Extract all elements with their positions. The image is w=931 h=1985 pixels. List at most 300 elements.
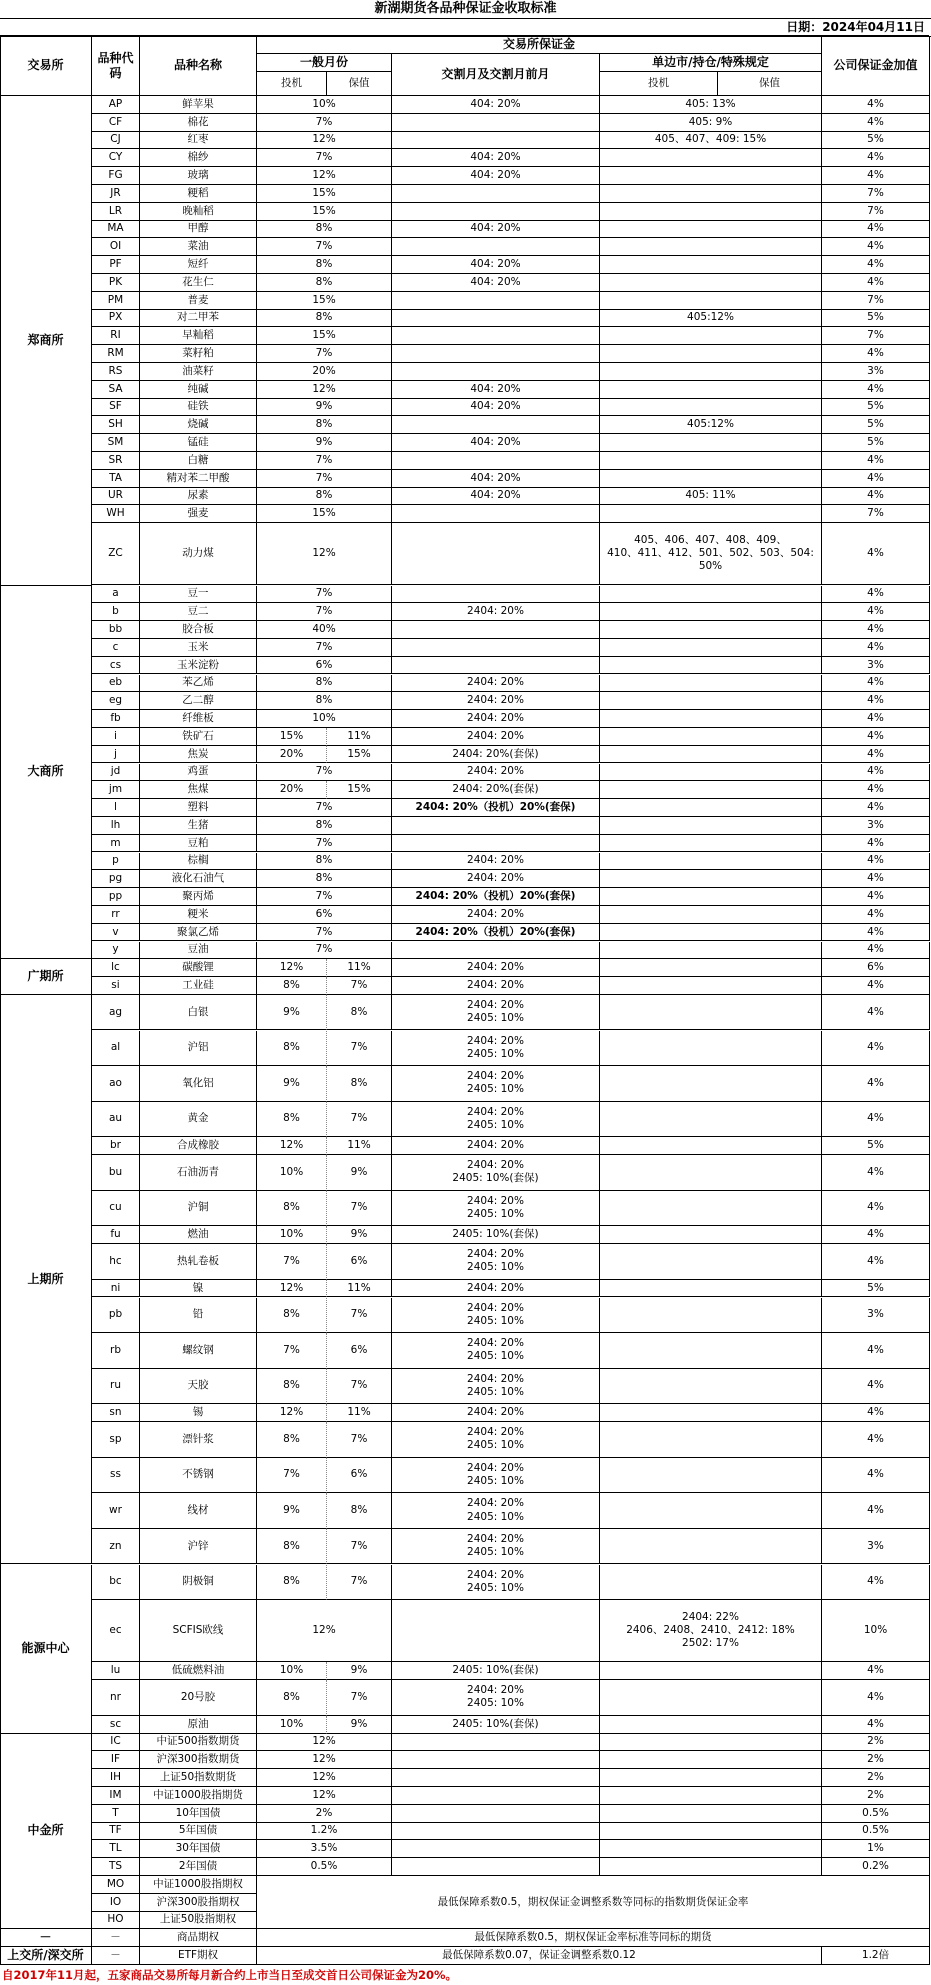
special-margin: [600, 1565, 822, 1601]
hedge-margin: 8%: [327, 995, 392, 1031]
delivery-month-margin: 2404: 20%（投机）20%(套保): [392, 799, 600, 817]
delivery-month-margin: [392, 942, 600, 960]
special-margin: 405: 13%: [600, 96, 822, 114]
special-margin: [600, 1404, 822, 1422]
product-name: 锰硅: [140, 434, 257, 452]
speculation-margin: 9%: [257, 434, 392, 452]
speculation-margin: 12%: [257, 1600, 392, 1662]
company-add-margin: 7%: [822, 185, 930, 203]
product-code: TA: [92, 470, 140, 488]
delivery-month-margin: 2404: 20%: [392, 675, 600, 693]
speculation-margin: 7%: [257, 1244, 327, 1280]
product-code: zn: [92, 1529, 140, 1565]
special-margin: [600, 870, 822, 888]
exchange-name: 郑商所: [0, 96, 92, 586]
product-code: lc: [92, 959, 140, 977]
delivery-month-margin: 404: 20%: [392, 256, 600, 274]
product-name: 20号胶: [140, 1680, 257, 1716]
product-code: pg: [92, 870, 140, 888]
delivery-month-margin: 404: 20%: [392, 167, 600, 185]
header-company-add: 公司保证金加值: [822, 36, 930, 96]
speculation-margin: 7%: [257, 149, 392, 167]
delivery-month-margin: [392, 1787, 600, 1805]
product-code: SH: [92, 416, 140, 434]
exchange-name: 上交所/深交所: [0, 1947, 92, 1965]
delivery-month-margin: 2404: 20%: [392, 853, 600, 871]
speculation-margin: 8%: [257, 221, 392, 239]
special-margin: [600, 1805, 822, 1823]
company-add-margin: 5%: [822, 310, 930, 328]
page-title: 新湖期货各品种保证金收取标准: [0, 0, 931, 19]
speculation-margin: 7%: [257, 238, 392, 256]
company-add-margin: 4%: [822, 888, 930, 906]
header-hedge: 保值: [327, 72, 392, 96]
delivery-month-margin: 2404: 20% 2405: 10%: [392, 1369, 600, 1405]
company-add-margin: 4%: [822, 96, 930, 114]
product-name: 5年国债: [140, 1823, 257, 1841]
speculation-margin: 7%: [257, 888, 392, 906]
company-add-margin: 4%: [822, 942, 930, 960]
product-code: cs: [92, 657, 140, 675]
product-code: IF: [92, 1751, 140, 1769]
product-code: rb: [92, 1333, 140, 1369]
hedge-margin: 7%: [327, 1422, 392, 1458]
product-name: 原油: [140, 1716, 257, 1734]
company-add-margin: 7%: [822, 203, 930, 221]
company-add-margin: 5%: [822, 1280, 930, 1298]
speculation-margin: 1.2%: [257, 1823, 392, 1841]
product-code: br: [92, 1137, 140, 1155]
product-name: 沪深300股指期权: [140, 1894, 257, 1912]
product-code: bu: [92, 1155, 140, 1191]
special-margin: [600, 238, 822, 256]
product-name: 棕榈: [140, 853, 257, 871]
product-code: ZC: [92, 523, 140, 585]
product-name: 焦炭: [140, 746, 257, 764]
product-code: PX: [92, 310, 140, 328]
product-code: ni: [92, 1280, 140, 1298]
speculation-margin: 8%: [257, 1031, 327, 1067]
product-name: 不锈钢: [140, 1458, 257, 1494]
special-margin: [600, 1662, 822, 1680]
product-name: 硅铁: [140, 399, 257, 417]
product-name: 螺纹钢: [140, 1333, 257, 1369]
speculation-margin: 8%: [257, 1422, 327, 1458]
speculation-margin: 12%: [257, 1137, 327, 1155]
special-margin: [600, 728, 822, 746]
company-add-margin: 5%: [822, 132, 930, 150]
delivery-month-margin: 2404: 20%: [392, 906, 600, 924]
speculation-margin: 15%: [257, 728, 327, 746]
special-margin: [600, 959, 822, 977]
delivery-month-margin: [392, 114, 600, 132]
product-code: UR: [92, 488, 140, 506]
special-margin: [600, 781, 822, 799]
header-exchange-margin: 交易所保证金: [257, 36, 822, 54]
special-margin: [600, 274, 822, 292]
company-add-margin: 2%: [822, 1787, 930, 1805]
speculation-margin: 10%: [257, 1155, 327, 1191]
delivery-month-margin: 404: 20%: [392, 470, 600, 488]
delivery-month-margin: 2404: 20% 2405: 10%: [392, 1333, 600, 1369]
options-note: 最低保障系数0.5，期权保证金率标准等同标的期货: [257, 1929, 930, 1947]
special-margin: [600, 434, 822, 452]
delivery-month-margin: [392, 363, 600, 381]
company-add-margin: 4%: [822, 345, 930, 363]
product-code: y: [92, 942, 140, 960]
delivery-month-margin: 2404: 20% 2405: 10%(套保): [392, 1155, 600, 1191]
product-name: SCFIS欧线: [140, 1600, 257, 1662]
speculation-margin: 8%: [257, 1565, 327, 1601]
company-add-margin: 4%: [822, 149, 930, 167]
product-name: 沪锌: [140, 1529, 257, 1565]
delivery-month-margin: [392, 586, 600, 604]
company-add-margin: 3%: [822, 1529, 930, 1565]
product-name: 天胶: [140, 1369, 257, 1405]
speculation-margin: 8%: [257, 1191, 327, 1227]
product-code: PK: [92, 274, 140, 292]
special-margin: [600, 149, 822, 167]
speculation-margin: 9%: [257, 1066, 327, 1102]
header-exchange: 交易所: [0, 36, 92, 96]
company-add-margin: 4%: [822, 1422, 930, 1458]
hedge-margin: 8%: [327, 1066, 392, 1102]
product-name: 中证1000股指期货: [140, 1787, 257, 1805]
product-name: 2年国债: [140, 1858, 257, 1876]
special-margin: [600, 203, 822, 221]
company-add-margin: 5%: [822, 416, 930, 434]
speculation-margin: 20%: [257, 781, 327, 799]
speculation-margin: 10%: [257, 1226, 327, 1244]
speculation-margin: 12%: [257, 1769, 392, 1787]
product-code: LR: [92, 203, 140, 221]
company-add-margin: 4%: [822, 675, 930, 693]
company-add-margin: 4%: [822, 452, 930, 470]
hedge-margin: 11%: [327, 959, 392, 977]
delivery-month-margin: [392, 523, 600, 585]
special-margin: [600, 1369, 822, 1405]
speculation-margin: 8%: [257, 310, 392, 328]
hedge-margin: 6%: [327, 1244, 392, 1280]
special-margin: [600, 1191, 822, 1227]
product-name: 强麦: [140, 505, 257, 523]
speculation-margin: 8%: [257, 870, 392, 888]
company-add-margin: 3%: [822, 817, 930, 835]
delivery-month-margin: [392, 203, 600, 221]
speculation-margin: 12%: [257, 1280, 327, 1298]
header-delivery-month: 交割月及交割月前月: [392, 54, 600, 96]
delivery-month-margin: 2404: 20% 2405: 10%: [392, 1298, 600, 1334]
product-code: lu: [92, 1662, 140, 1680]
product-name: 上证50指数期货: [140, 1769, 257, 1787]
speculation-margin: 7%: [257, 586, 392, 604]
product-code: IH: [92, 1769, 140, 1787]
company-add-margin: 4%: [822, 1244, 930, 1280]
delivery-month-margin: 2404: 20%: [392, 728, 600, 746]
exchange-name: －: [0, 1929, 92, 1947]
special-margin: [600, 345, 822, 363]
delivery-month-margin: [392, 621, 600, 639]
hedge-margin: 6%: [327, 1333, 392, 1369]
hedge-margin: 6%: [327, 1458, 392, 1494]
hedge-margin: 9%: [327, 1716, 392, 1734]
product-code: lh: [92, 817, 140, 835]
delivery-month-margin: 2404: 20%: [392, 959, 600, 977]
special-margin: [600, 452, 822, 470]
special-margin: [600, 995, 822, 1031]
product-code: CF: [92, 114, 140, 132]
exchange-name: 上期所: [0, 995, 92, 1565]
company-add-margin: 4%: [822, 977, 930, 995]
special-margin: 405、406、407、408、409、 410、411、412、501、502、503、504: 50%: [600, 523, 822, 585]
special-margin: [600, 977, 822, 995]
special-margin: [600, 221, 822, 239]
product-name: 棉纱: [140, 149, 257, 167]
hedge-margin: 7%: [327, 1102, 392, 1138]
product-name: 短纤: [140, 256, 257, 274]
special-margin: [600, 586, 822, 604]
special-margin: [600, 1858, 822, 1876]
header-special-speculation: 投机: [600, 72, 718, 96]
product-name: 烧碱: [140, 416, 257, 434]
delivery-month-margin: [392, 835, 600, 853]
product-code: fu: [92, 1226, 140, 1244]
special-margin: [600, 1102, 822, 1138]
speculation-margin: 8%: [257, 853, 392, 871]
product-code: m: [92, 835, 140, 853]
product-name: 沪铜: [140, 1191, 257, 1227]
company-add-margin: 7%: [822, 505, 930, 523]
delivery-month-margin: 2404: 20% 2405: 10%: [392, 1191, 600, 1227]
special-margin: [600, 1769, 822, 1787]
header-general-month: 一般月份: [257, 54, 392, 72]
delivery-month-margin: [392, 132, 600, 150]
product-name: 碳酸锂: [140, 959, 257, 977]
product-name: 花生仁: [140, 274, 257, 292]
company-add-margin: 4%: [822, 470, 930, 488]
delivery-month-margin: 2404: 20%: [392, 1137, 600, 1155]
speculation-margin: 10%: [257, 1716, 327, 1734]
special-margin: [600, 1031, 822, 1067]
speculation-margin: 8%: [257, 1529, 327, 1565]
company-add-margin: 1%: [822, 1840, 930, 1858]
product-code: SM: [92, 434, 140, 452]
company-add-margin: 4%: [822, 1369, 930, 1405]
company-add-margin: 4%: [822, 710, 930, 728]
product-code: T: [92, 1805, 140, 1823]
delivery-month-margin: [392, 1769, 600, 1787]
product-name: 热轧卷板: [140, 1244, 257, 1280]
company-add-margin: 2%: [822, 1751, 930, 1769]
product-name: 低硫燃料油: [140, 1662, 257, 1680]
company-add-margin: 4%: [822, 1066, 930, 1102]
product-code: c: [92, 639, 140, 657]
special-margin: 2404: 22% 2406、2408、2410、2412: 18% 2502: 17%: [600, 1600, 822, 1662]
delivery-month-margin: 404: 20%: [392, 221, 600, 239]
product-name: ETF期权: [140, 1947, 257, 1965]
delivery-month-margin: [392, 185, 600, 203]
hedge-margin: 11%: [327, 1280, 392, 1298]
delivery-month-margin: 2404: 20%: [392, 603, 600, 621]
company-add-margin: 4%: [822, 853, 930, 871]
product-code: i: [92, 728, 140, 746]
product-name: 石油沥青: [140, 1155, 257, 1191]
product-name: 动力煤: [140, 523, 257, 585]
hedge-margin: 7%: [327, 1529, 392, 1565]
product-code: OI: [92, 238, 140, 256]
product-name: 沪铝: [140, 1031, 257, 1067]
product-code: RI: [92, 327, 140, 345]
delivery-month-margin: 2404: 20% 2405: 10%: [392, 1422, 600, 1458]
speculation-margin: 7%: [257, 835, 392, 853]
product-code: wr: [92, 1493, 140, 1529]
product-name: 纤维板: [140, 710, 257, 728]
special-margin: [600, 167, 822, 185]
product-name: 生猪: [140, 817, 257, 835]
speculation-margin: 7%: [257, 639, 392, 657]
delivery-month-margin: [392, 310, 600, 328]
hedge-margin: 11%: [327, 1404, 392, 1422]
company-add-margin: 4%: [822, 639, 930, 657]
special-margin: [600, 746, 822, 764]
header-name: 品种名称: [140, 36, 257, 96]
special-margin: 405:12%: [600, 310, 822, 328]
product-code: sp: [92, 1422, 140, 1458]
company-add-margin: 4%: [822, 221, 930, 239]
company-add-margin: 0.5%: [822, 1805, 930, 1823]
product-code: l: [92, 799, 140, 817]
speculation-margin: 20%: [257, 746, 327, 764]
hedge-margin: 7%: [327, 1369, 392, 1405]
company-add-margin: 4%: [822, 167, 930, 185]
speculation-margin: 7%: [257, 114, 392, 132]
product-name: 菜油: [140, 238, 257, 256]
company-add-margin: 4%: [822, 1333, 930, 1369]
company-add-margin: 4%: [822, 1155, 930, 1191]
delivery-month-margin: 2404: 20%: [392, 977, 600, 995]
speculation-margin: 7%: [257, 799, 392, 817]
product-name: 氧化铝: [140, 1066, 257, 1102]
product-name: 液化石油气: [140, 870, 257, 888]
speculation-margin: 15%: [257, 203, 392, 221]
delivery-month-margin: 2404: 20%: [392, 692, 600, 710]
product-code: jd: [92, 764, 140, 782]
delivery-month-margin: [392, 1858, 600, 1876]
exchange-name: 大商所: [0, 586, 92, 960]
delivery-month-margin: 404: 20%: [392, 381, 600, 399]
special-margin: [600, 1493, 822, 1529]
company-add-margin: 4%: [822, 1102, 930, 1138]
report-date: 日期：2024年04月11日: [0, 19, 929, 36]
product-code: p: [92, 853, 140, 871]
product-name: 豆一: [140, 586, 257, 604]
product-code: JR: [92, 185, 140, 203]
special-margin: [600, 1529, 822, 1565]
product-code: PF: [92, 256, 140, 274]
delivery-month-margin: [392, 505, 600, 523]
product-code: IM: [92, 1787, 140, 1805]
speculation-margin: 7%: [257, 452, 392, 470]
special-margin: [600, 399, 822, 417]
special-margin: [600, 1716, 822, 1734]
special-margin: [600, 657, 822, 675]
product-name: 玉米: [140, 639, 257, 657]
speculation-margin: 8%: [257, 1102, 327, 1138]
special-margin: [600, 906, 822, 924]
header-speculation: 投机: [257, 72, 327, 96]
product-name: 工业硅: [140, 977, 257, 995]
speculation-margin: 8%: [257, 416, 392, 434]
speculation-margin: 8%: [257, 692, 392, 710]
hedge-margin: 8%: [327, 1493, 392, 1529]
delivery-month-margin: 404: 20%: [392, 274, 600, 292]
speculation-margin: 9%: [257, 399, 392, 417]
company-add-margin: 4%: [822, 523, 930, 585]
product-name: 油菜籽: [140, 363, 257, 381]
product-name: 中证500指数期货: [140, 1734, 257, 1752]
product-code: MO: [92, 1876, 140, 1894]
speculation-margin: 2%: [257, 1805, 392, 1823]
company-add-margin: 4%: [822, 1226, 930, 1244]
delivery-month-margin: [392, 1823, 600, 1841]
special-margin: [600, 256, 822, 274]
product-code: ag: [92, 995, 140, 1031]
product-code: TF: [92, 1823, 140, 1841]
special-margin: [600, 1280, 822, 1298]
delivery-month-margin: [392, 1805, 600, 1823]
speculation-margin: 7%: [257, 764, 392, 782]
company-add-margin: 2%: [822, 1734, 930, 1752]
special-margin: [600, 924, 822, 942]
hedge-margin: 11%: [327, 728, 392, 746]
company-add-margin: 4%: [822, 1565, 930, 1601]
delivery-month-margin: 2404: 20% 2405: 10%: [392, 1066, 600, 1102]
product-name: 白糖: [140, 452, 257, 470]
product-code: si: [92, 977, 140, 995]
speculation-margin: 7%: [257, 470, 392, 488]
delivery-month-margin: 2404: 20% 2405: 10%: [392, 1493, 600, 1529]
delivery-month-margin: 2405: 10%(套保): [392, 1662, 600, 1680]
product-code: cu: [92, 1191, 140, 1227]
speculation-margin: 8%: [257, 274, 392, 292]
product-code: RM: [92, 345, 140, 363]
options-note: 最低保障系数0.07，保证金调整系数0.12: [257, 1947, 822, 1965]
delivery-month-margin: 2404: 20%: [392, 1280, 600, 1298]
speculation-margin: 3.5%: [257, 1840, 392, 1858]
product-code: IC: [92, 1734, 140, 1752]
product-code: CY: [92, 149, 140, 167]
product-name: 塑料: [140, 799, 257, 817]
product-name: 沪深300指数期货: [140, 1751, 257, 1769]
product-code: IO: [92, 1894, 140, 1912]
company-add-margin: 3%: [822, 657, 930, 675]
hedge-margin: 7%: [327, 1298, 392, 1334]
delivery-month-margin: 2404: 20% 2405: 10%: [392, 1102, 600, 1138]
delivery-month-margin: [392, 452, 600, 470]
product-name: 尿素: [140, 488, 257, 506]
delivery-month-margin: 2404: 20%: [392, 1404, 600, 1422]
product-name: 纯碱: [140, 381, 257, 399]
company-add-margin: 4%: [822, 799, 930, 817]
special-margin: [600, 185, 822, 203]
speculation-margin: 7%: [257, 942, 392, 960]
product-name: 粳稻: [140, 185, 257, 203]
company-add-margin: 5%: [822, 1137, 930, 1155]
speculation-margin: 10%: [257, 1662, 327, 1680]
product-code: a: [92, 586, 140, 604]
header-code: 品种代码: [92, 36, 140, 96]
product-code: ss: [92, 1458, 140, 1494]
